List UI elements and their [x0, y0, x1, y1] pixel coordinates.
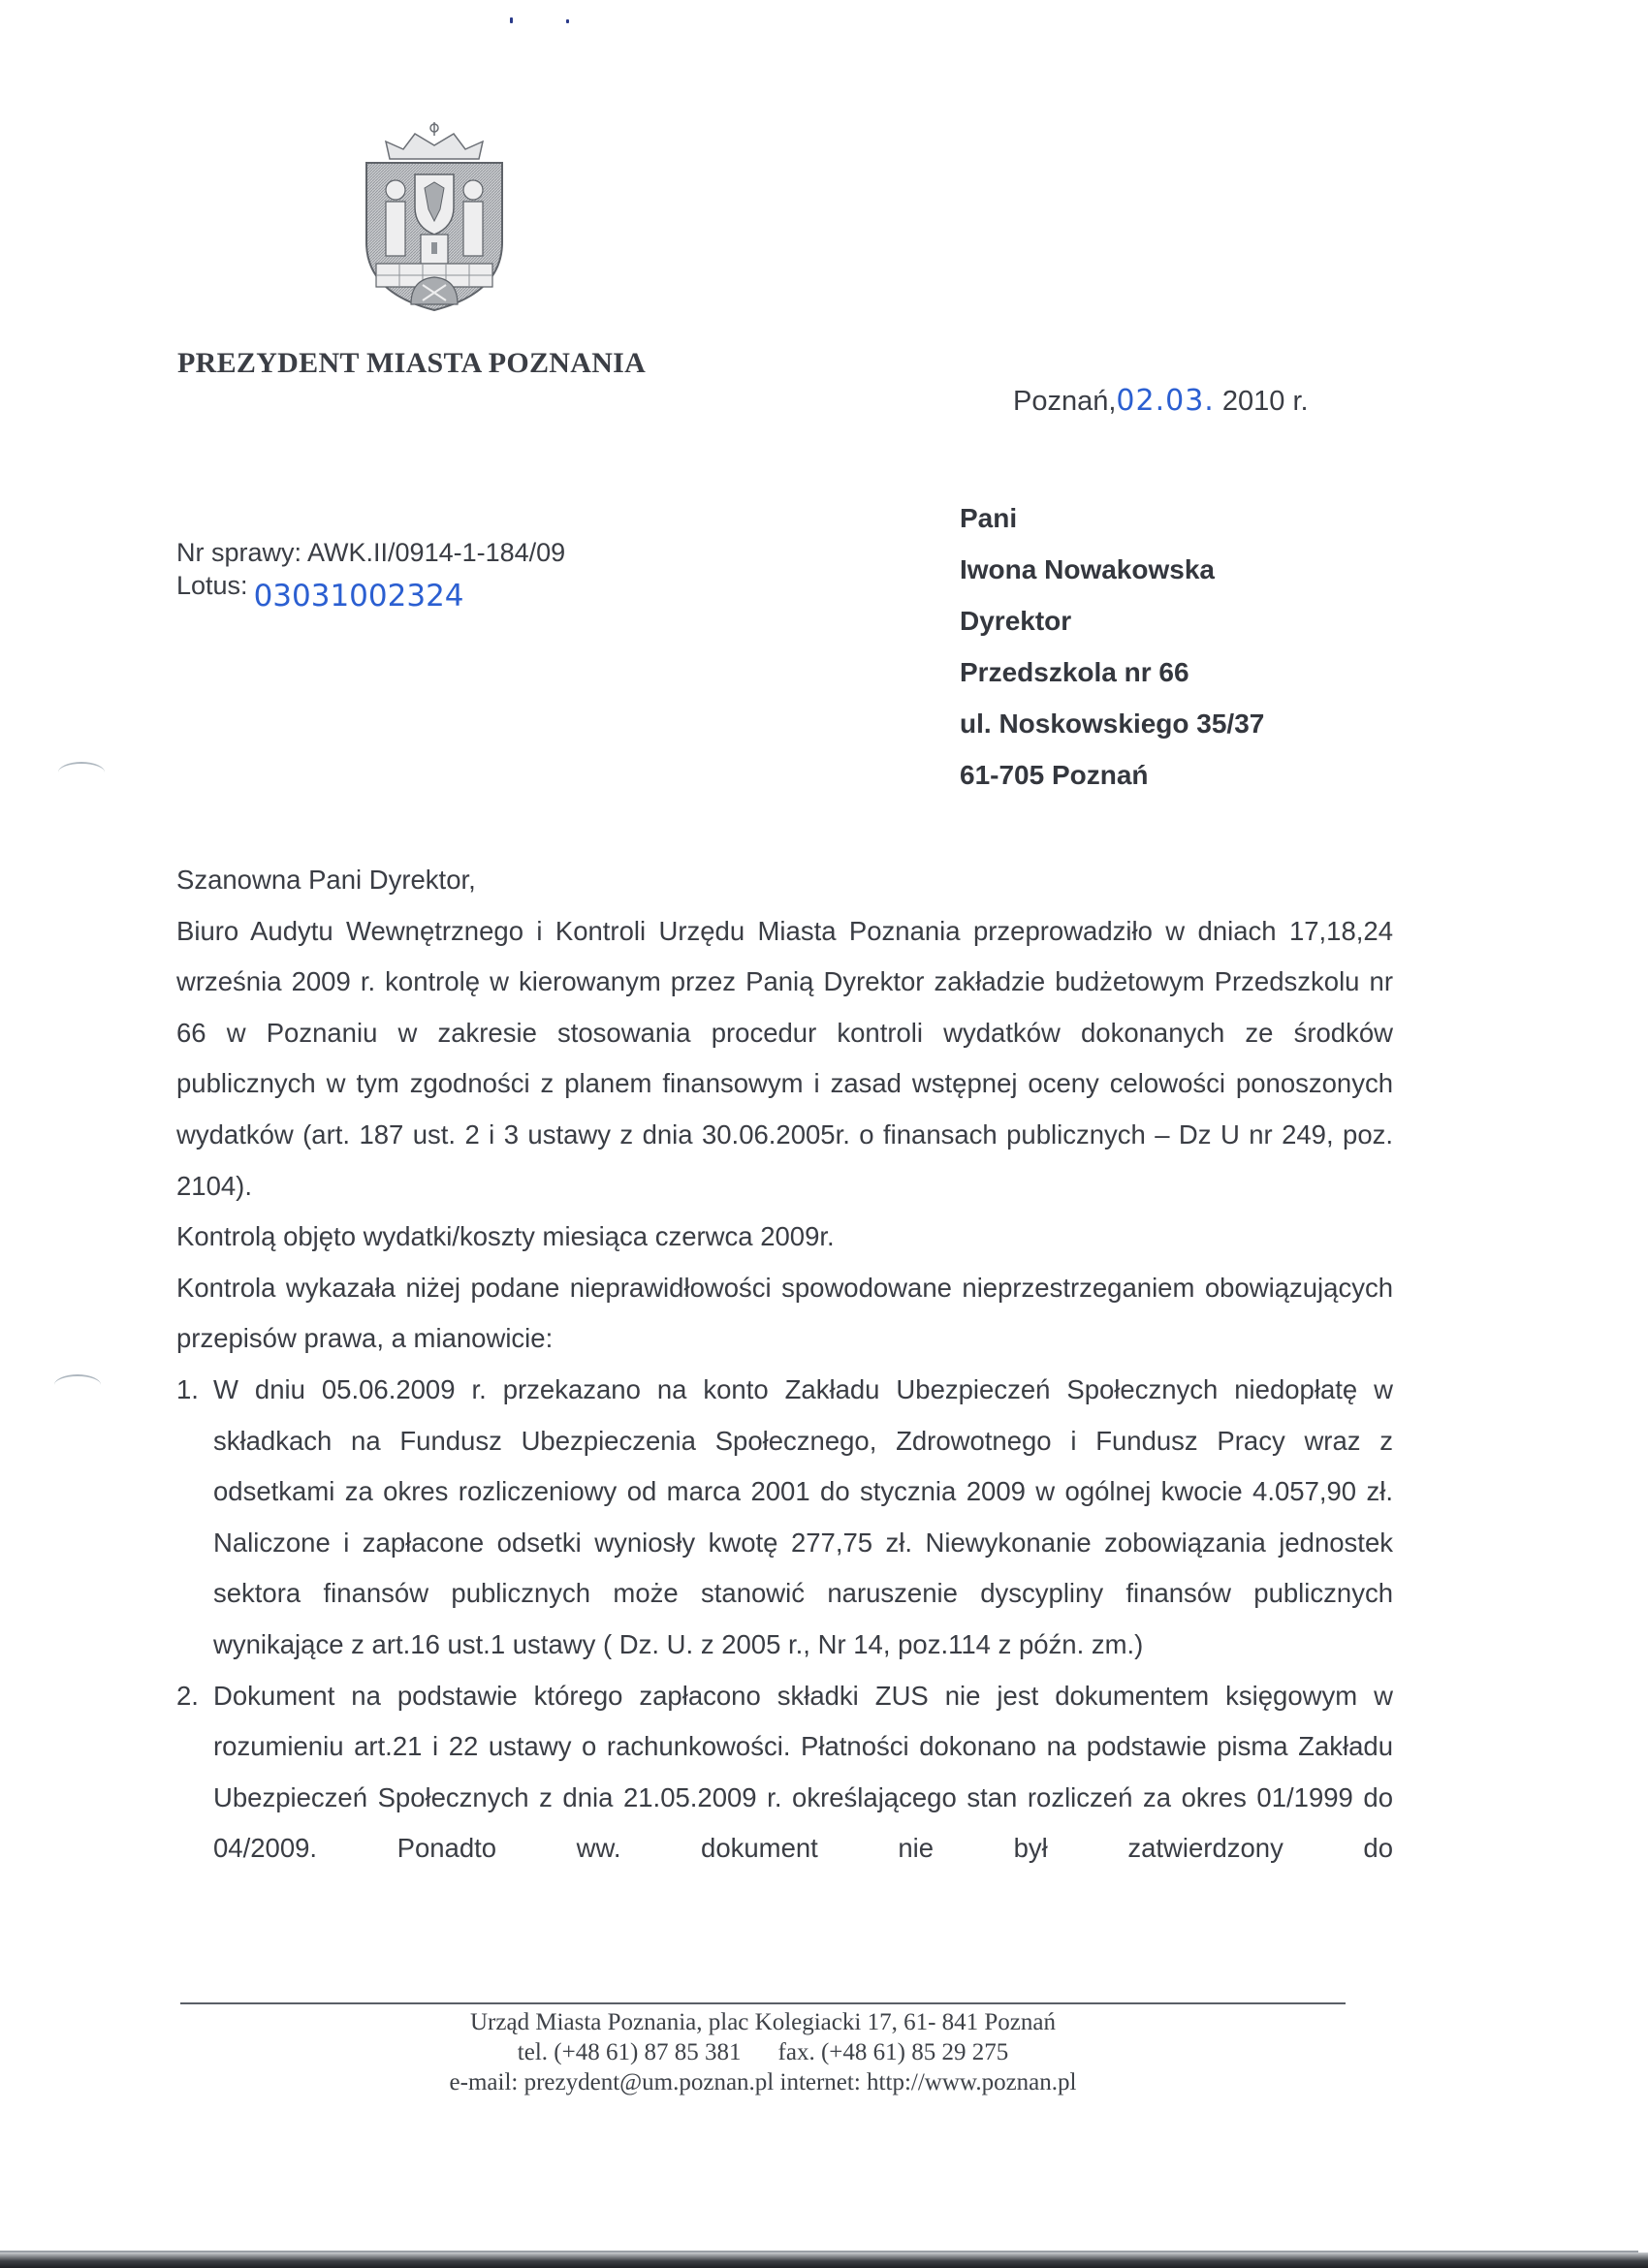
finding-number: 1. — [176, 1373, 199, 1404]
recipient-street: ul. Noskowskiego 35/37 — [960, 709, 1265, 739]
dateline-place: Poznań, — [1013, 386, 1117, 417]
footer-fax: fax. (+48 61) 85 29 275 — [777, 2039, 1009, 2065]
scan-edge — [0, 2252, 1648, 2268]
case-number: Nr sprawy: AWK.II/0914-1-184/09 — [176, 538, 566, 567]
dateline — [1013, 384, 1309, 418]
finding-number: 2. — [176, 1680, 199, 1711]
recipient-name: Iwona Nowakowska — [960, 554, 1215, 584]
salutation: Szanowna Pani Dyrektor, — [176, 865, 476, 895]
scan-speck — [566, 19, 569, 23]
footer-tel: tel. (+48 61) 87 85 381 — [517, 2039, 742, 2065]
case-reference — [176, 537, 566, 614]
lotus-label: Lotus: — [176, 571, 248, 600]
footer-address: Urząd Miasta Poznania, plac Kolegiacki 17, 61- 841 Poznań — [470, 2009, 1056, 2035]
finding-item — [176, 1365, 1393, 1671]
dateline-year: 2010 r. — [1221, 386, 1309, 417]
footer-email-web: e-mail: prezydent@um.poznan.pl internet: http://www.poznan.pl — [449, 2069, 1077, 2095]
findings-list — [176, 1365, 1393, 1874]
scan-speck — [510, 17, 513, 23]
letterhead-footer — [180, 2007, 1346, 2097]
scope-paragraph: Kontrolą objęto wydatki/koszty miesiąca czerwca 2009r. — [176, 1221, 835, 1252]
finding-item — [176, 1671, 1393, 1874]
letterhead-title: PREZYDENT MIASTA POZNANIA — [177, 347, 647, 379]
lotus-handwritten-number: 03031002324 — [253, 579, 464, 614]
handwritten-date: 02.03. — [1116, 384, 1215, 418]
recipient-line: Pani — [960, 503, 1018, 533]
recipient-title: Dyrektor — [960, 606, 1072, 636]
recipient-institution: Przedszkola nr 66 — [960, 657, 1189, 687]
letter-body — [176, 855, 1393, 1874]
finding-text: Dokument na podstawie którego zapłacono składki ZUS nie jest dokumentem księgowym w rozumieniu art.21 i 22 ustawy o rachunkowości. Płatności dokonano na podstawie pisma Zakładu Ubezpieczeń Społecznych z dnia 21.05.2009 r. określającego stan rozliczeń za okres 01/1999 do 04/2009. Ponadto ww. dokument nie był zatwierdzony do — [213, 1680, 1393, 1864]
recipient-address — [960, 492, 1264, 801]
punch-hole-mark — [54, 1374, 101, 1396]
intro-paragraph: Biuro Audytu Wewnętrznego i Kontroli Urzędu Miasta Poznania przeprowadziło w dniach 17,18,24 września 2009 r. kontrolę w kierowanym przez Panią Dyrektor zakładzie budżetowym Przedszkolu nr 66 w Poznaniu w zakresie stosowania procedur kontroli wydatków dokonanych ze środków publicznych w tym zgodności z planem finansowym i zasad wstępnej oceny celowości ponoszonych wydatków (art. 187 ust. 2 i 3 ustawy z dnia 30.06.2005r. o finansach publicznych – Dz U nr 249, poz. 2104). — [176, 915, 1393, 1201]
recipient-city: 61-705 Poznań — [960, 760, 1149, 790]
poznan-coat-of-arms-icon — [361, 120, 508, 314]
finding-text: W dniu 05.06.2009 r. przekazano na konto Zakładu Ubezpieczeń Społecznych niedopłatę w składkach na Fundusz Ubezpieczenia Społecznego, Zdrowotnego i Fundusz Pracy wraz z odsetkami za okres rozliczeniowy od marca 2001 do stycznia 2009 w ogólnej kwocie 4.057,90 zł. Naliczone i zapłacone odsetki wyniosły kwotę 277,75 zł. Niewykonanie zobowiązania jednostek sektora finansów publicznych może stanowić naruszenie dyscypliny finansów publicznych wynikające z art.16 ust.1 ustawy ( Dz. U. z 2005 r., Nr 14, poz.114 z późn. zm.) — [213, 1373, 1393, 1659]
findings-intro: Kontrola wykazała niżej podane nieprawidłowości spowodowane nieprzestrzeganiem obowiązujących przepisów prawa, a mianowicie: — [176, 1272, 1393, 1354]
punch-hole-mark — [58, 762, 105, 783]
footer-divider — [180, 2002, 1346, 2004]
